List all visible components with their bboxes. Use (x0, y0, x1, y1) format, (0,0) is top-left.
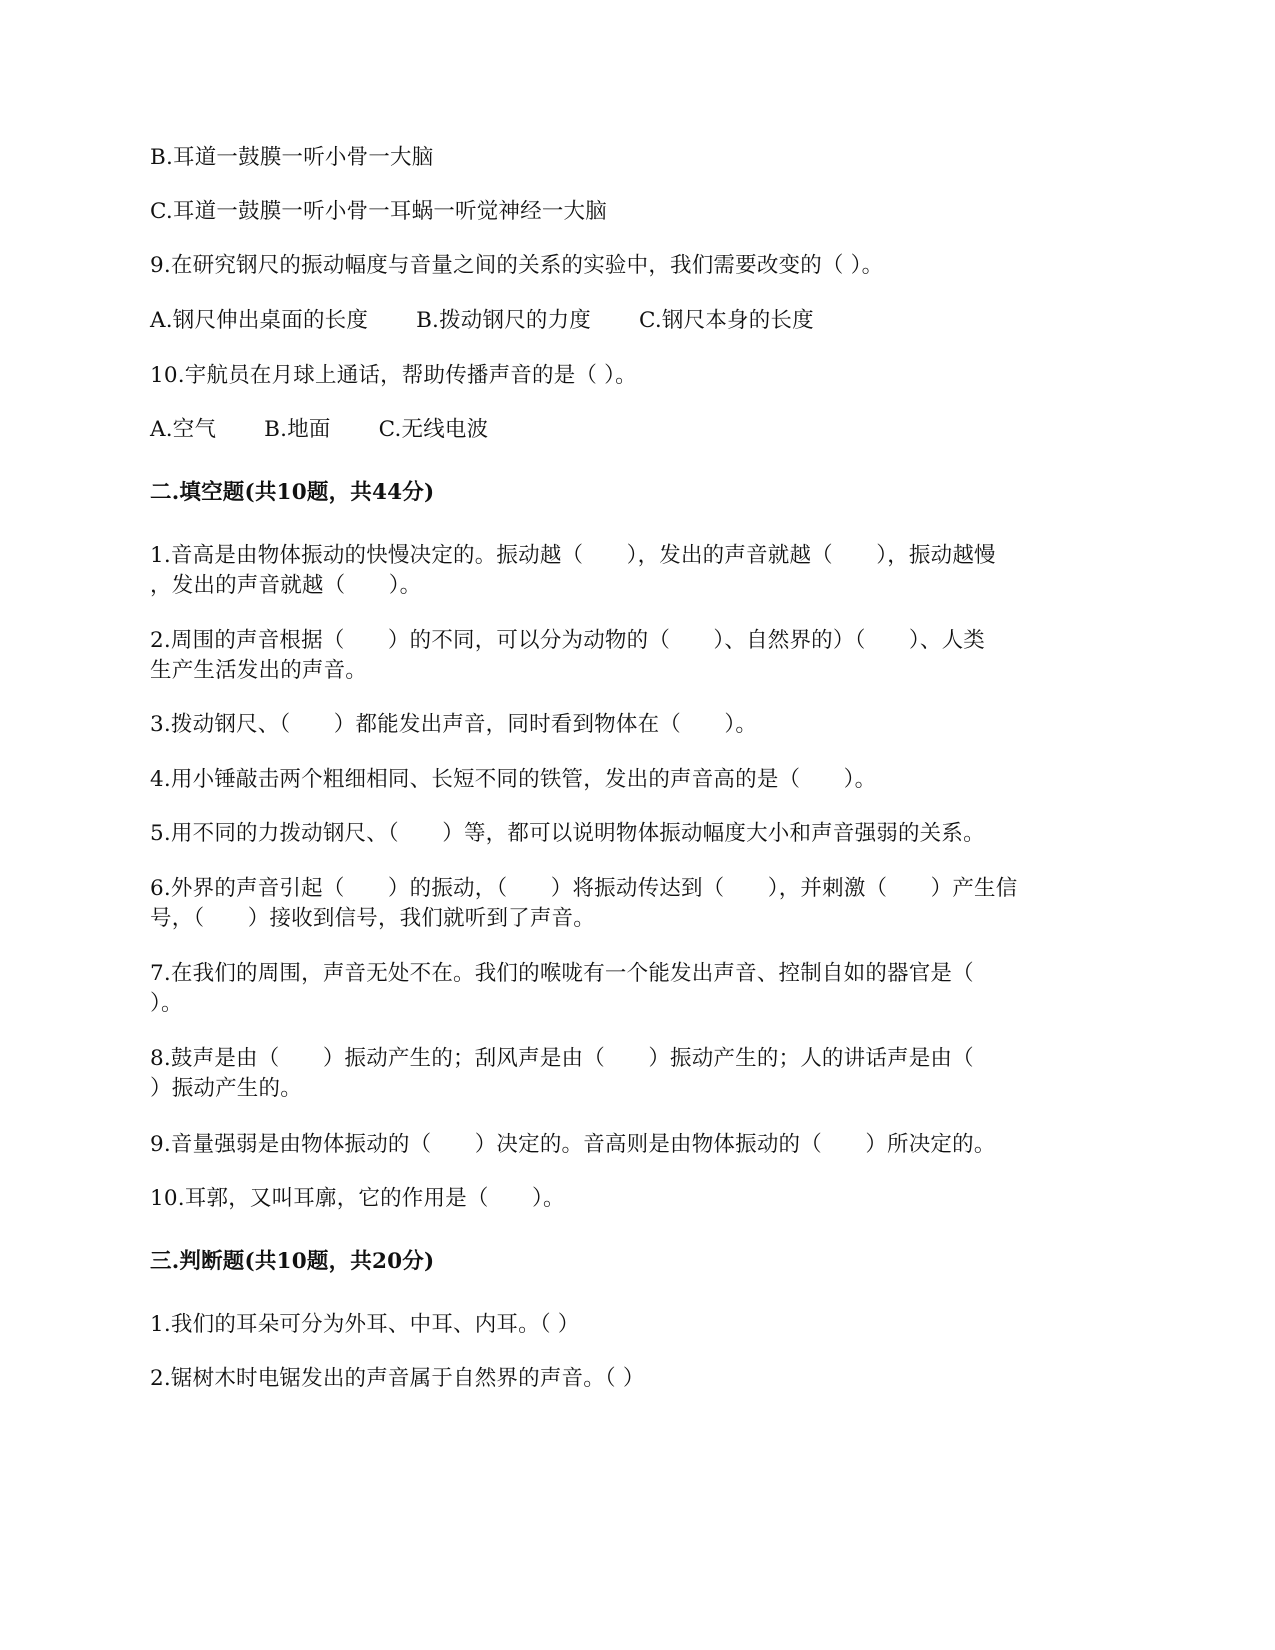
judge-q1: 1.我们的耳朵可分为外耳、中耳、内耳。（ ） (150, 1312, 580, 1337)
fill-q1-line1: 1.音高是由物体振动的快慢决定的。振动越（ ），发出的声音就越（ ），振动越慢 (150, 543, 996, 568)
fill-q8-line2: ）振动产生的。 (150, 1076, 302, 1101)
question-10-option-c: C.无线电波 (378, 417, 489, 442)
question-10-stem: 10.宇航员在月球上通话，帮助传播声音的是（ ）。 (150, 363, 637, 388)
fill-q2-line2: 生产生活发出的声音。 (150, 658, 368, 683)
judge-section-heading: 三.判断题(共10题，共20分) (150, 1249, 435, 1274)
question-9-options (150, 306, 814, 336)
option-c-line: C.耳道一鼓膜一听小骨一耳蜗一听觉神经一大脑 (150, 199, 607, 224)
question-9-option-b: B.拨动钢尺的力度 (416, 308, 591, 333)
question-10-option-b: B.地面 (264, 417, 331, 442)
fill-q8-line1: 8.鼓声是由（ ）振动产生的；刮风声是由（ ）振动产生的；人的讲话声是由（ (150, 1046, 974, 1071)
question-10-options (150, 415, 488, 445)
question-9-stem: 9.在研究钢尺的振动幅度与音量之间的关系的实验中，我们需要改变的（ ）。 (150, 253, 884, 278)
fill-q5: 5.用不同的力拨动钢尺、（ ）等，都可以说明物体振动幅度大小和声音强弱的关系。 (150, 821, 985, 846)
fill-q10: 10.耳郭，又叫耳廓，它的作用是（ ）。 (150, 1186, 565, 1211)
judge-q2: 2.锯树木时电锯发出的声音属于自然界的声音。（ ） (150, 1366, 645, 1391)
question-9-option-a: A.钢尺伸出桌面的长度 (150, 308, 369, 333)
fill-q9: 9.音量强弱是由物体振动的（ ）决定的。音高则是由物体振动的（ ）所决定的。 (150, 1132, 996, 1157)
fill-section-heading: 二.填空题(共10题，共44分) (150, 480, 435, 505)
fill-q7-line2: ）。 (150, 991, 183, 1016)
option-b-line: B.耳道一鼓膜一听小骨一大脑 (150, 145, 434, 170)
fill-q3: 3.拨动钢尺、（ ）都能发出声音，同时看到物体在（ ）。 (150, 712, 758, 737)
fill-q6-line1: 6.外界的声音引起（ ）的振动，（ ）将振动传达到（ ），并刺激（ ）产生信 (150, 876, 1018, 901)
question-10-option-a: A.空气 (150, 417, 217, 442)
question-9-option-c: C.钢尺本身的长度 (639, 308, 814, 333)
fill-q2-line1: 2.周围的声音根据（ ）的不同，可以分为动物的（ ）、自然界的）（ ）、人类 (150, 628, 985, 653)
fill-q1-line2: ，发出的声音就越（ ）。 (150, 573, 422, 598)
fill-q7-line1: 7.在我们的周围，声音无处不在。我们的喉咙有一个能发出声音、控制自如的器官是（ (150, 961, 974, 986)
fill-q4: 4.用小锤敲击两个粗细相同、长短不同的铁管，发出的声音高的是（ ）。 (150, 767, 877, 792)
fill-q6-line2: 号，（ ）接收到信号，我们就听到了声音。 (150, 906, 595, 931)
